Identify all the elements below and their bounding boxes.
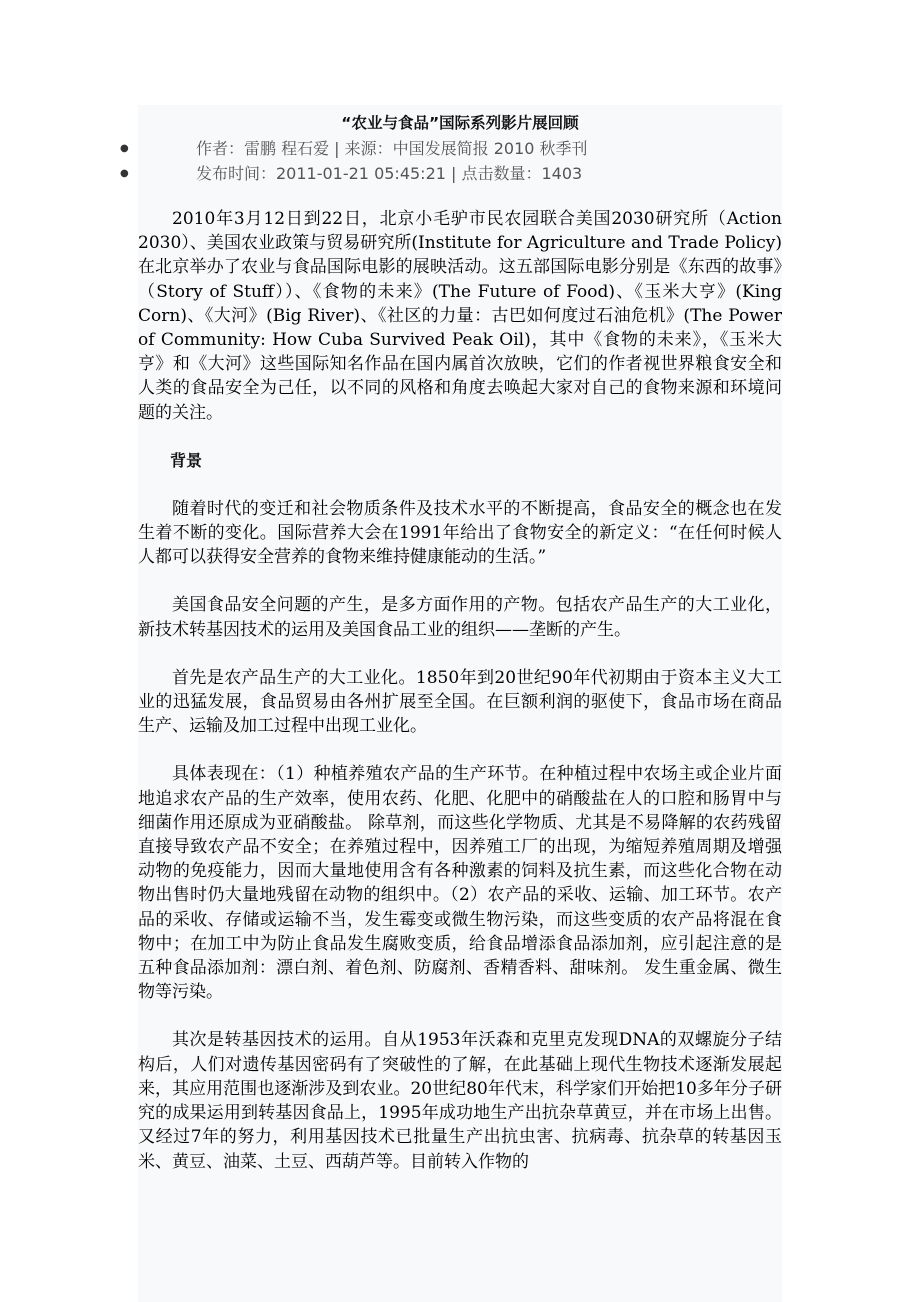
meta-item-author [0,136,920,161]
author-source-text: 作者：雷鹏 程石爱 | 来源：中国发展简报 2010 秋季刊 [196,139,588,158]
section-heading: 背景 [170,450,203,470]
bullet-icon: ● [120,168,129,179]
article-title: “农业与食品”国际系列影片展回顾 [341,114,579,132]
article-meta-list [0,136,920,186]
publish-time-text: 发布时间：2011-01-21 05:45:21 | 点击数量：1403 [196,164,583,183]
article-body [138,207,782,1198]
meta-item-publish [0,161,920,186]
paragraph-intro: 2010年3月12日到22日，北京小毛驴市民农园联合美国2030研究所（Action 2030）、美国农业政策与贸易研究所(Institute for Agriculture and Trade Policy)在北京举办了农业与食品国际电影的展映活动。这五部国际电影分别是《东西的故事》（Story of Stuff））、《食物的未来》(The Future of Food)、《玉米大亨》(King Corn)、《大河》(Big River)、《社区的力量：古巴如何度过石油危机》(The Power of Community: How Cuba Survived Peak Oil)，其中《食物的未来》，《玉米大亨》和《大河》这些国际知名作品在国内属首次放映，它们的作者视世界粮食安全和人类的食品安全为己任，以不同的风格和角度去唤起大家对自己的食物来源和环境问题的关注。 [138,209,782,423]
paragraph-causes: 美国食品安全问题的产生，是多方面作用的产物。包括农产品生产的大工业化，新技术转基因技术的运用及美国食品工业的组织——垄断的产生。 [138,595,782,640]
paragraph-industrialization: 首先是农产品生产的大工业化。1850年到20世纪90年代初期由于资本主义大工业的迅猛发展，食品贸易由各州扩展至全国。在巨额利润的驱使下，食品市场在商品生产、运输及加工过程中出现工业化。 [138,667,782,737]
bullet-icon: ● [120,143,129,154]
paragraph-gmo: 其次是转基因技术的运用。自从1953年沃森和克里克发现DNA的双螺旋分子结构后，人们对遗传基因密码有了突破性的了解，在此基础上现代生物技术逐渐发展起来，其应用范围也逐渐涉及到农业。20世纪80年代末，科学家们开始把10多年分子研究的成果运用到转基因食品上，1995年成功地生产出抗杂草黄豆，并在市场上出售。又经过7年的努力，利用基因技术已批量生产出抗虫害、抗病毒、抗杂草的转基因玉米、黄豆、油菜、土豆、西葫芦等。目前转入作物的 [138,1030,782,1172]
paragraph-details: 具体表现在：（1）种植养殖农产品的生产环节。在种植过程中农场主或企业片面地追求农产品的生产效率，使用农药、化肥、化肥中的硝酸盐在人的口腔和肠胃中与细菌作用还原成为亚硝酸盐。 除草剂，而这些化学物质、尤其是不易降解的农药残留直接导致农产品不安全；在养殖过程中，因养殖工厂的出现，为缩短养殖周期及增强动物的免疫能力，因而大量地使用含有各种激素的饲料及抗生素，而这些化合物在动物出售时仍大量地残留在动物的组织中。（2）农产品的采收、运输、加工环节。农产品的采收、存储或运输不当，发生霉变或微生物污染，而这些变质的农产品将混在食物中；在加工中为防止食品发生腐败变质，给食品增添食品添加剂，应引起注意的是五种食品添加剂：漂白剂、着色剂、防腐剂、香精香料、甜味剂。 发生重金属、微生物等污染。 [138,764,782,1003]
paragraph-background: 随着时代的变迁和社会物质条件及技术水平的不断提高，食品安全的概念也在发生着不断的变化。国际营养大会在1991年给出了食物安全的新定义：“在任何时候人人都可以获得安全营养的食物来维持健康能动的生活。” [138,498,782,568]
